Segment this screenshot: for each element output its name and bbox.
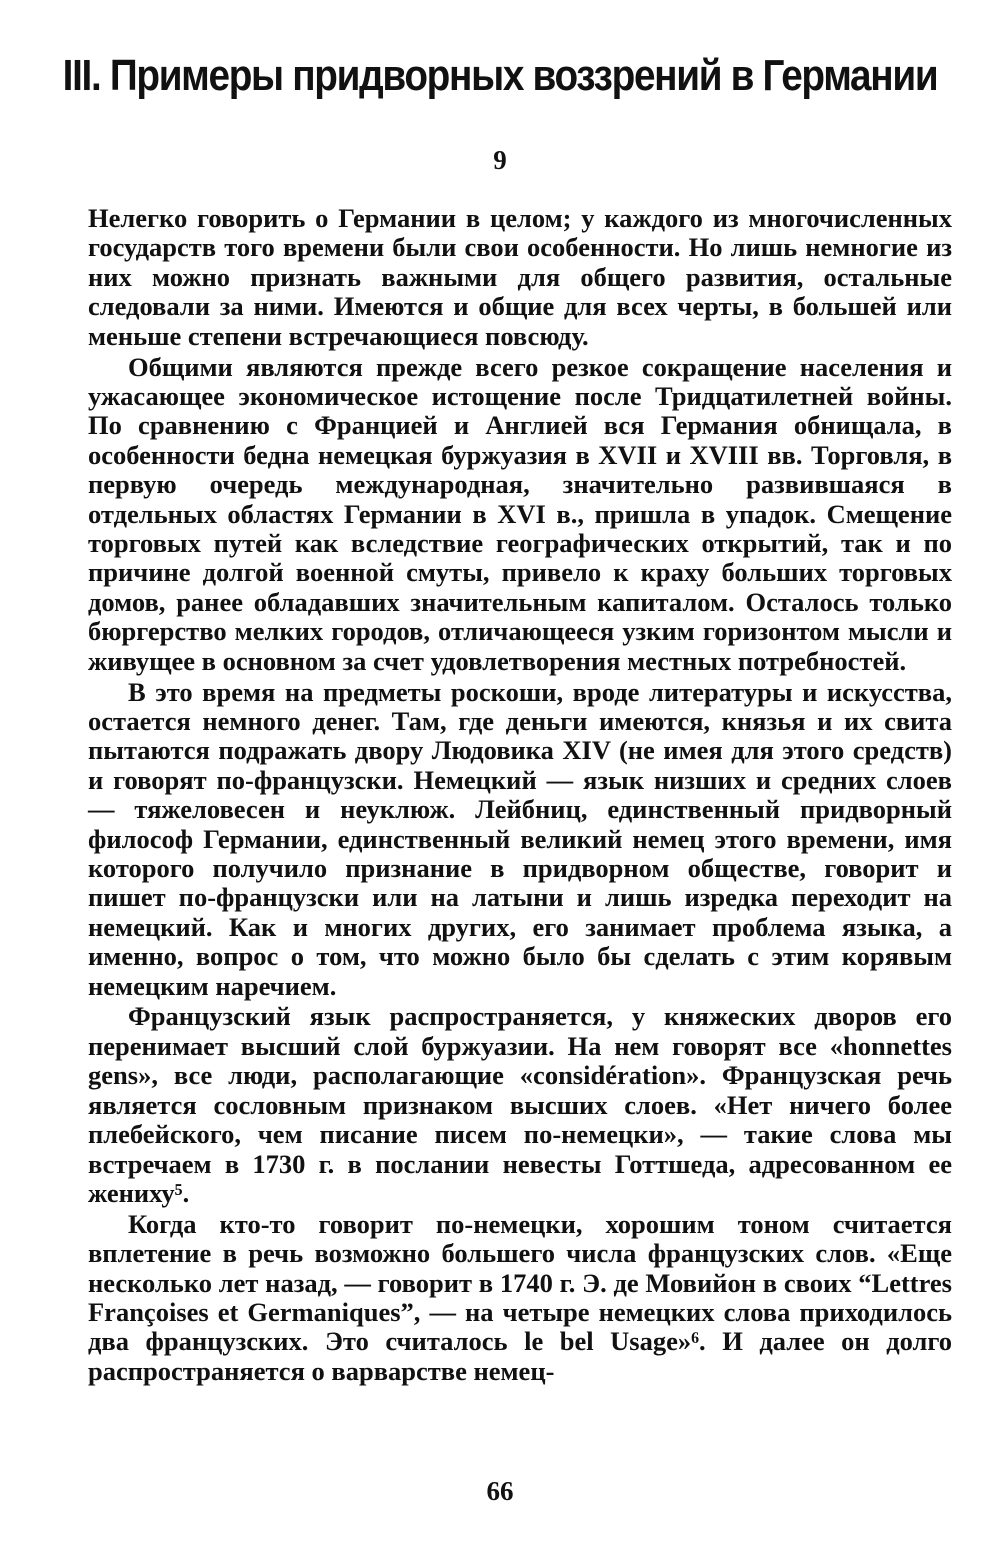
page-number: 66 — [486, 1476, 514, 1506]
chapter-title: III. Примеры придворных воззрений в Германии — [62, 51, 938, 100]
paragraph: В это время на предметы роскоши, вроде литературы и искусства, остается немного денег. Там, где деньги имеются, князья и их свита пытаются подражать двору Людовика XIV (не имея для этого средств) и говорят по-французски. Немецкий — язык низших и средних слоев — тяжеловесен и неуклюж. Лейбниц, единственный придворный философ Германии, единственный великий немец этого времени, имя которого получило признание в придворном обществе, говорит и пишет по-французски или на латыни и лишь изредка переходит на немецкий. Как и многих других, его занимает проблема языка, а именно, вопрос о том, что можно было бы сделать с этим корявым немецким наречием. — [88, 676, 952, 1001]
section-number: 9 — [493, 145, 507, 175]
body-text — [88, 204, 952, 1386]
paragraph: Общими являются прежде всего резкое сокращение населения и ужасающее экономическое истощение после Тридцатилетней войны. По сравнению с Францией и Англией вся Германия обнищала, в особенности бедна немецкая буржуазия в XVII и XVIII вв. Торговля, в первую очередь международная, значительно развившаяся в отдельных областях Германии в XVI в., пришла в упадок. Смещение торговых путей как вследствие географических открытий, так и по причине долгой военной смуты, привело к краху больших торговых домов, ранее обладавших значительным капиталом. Осталось только бюргерство мелких городов, отличающееся узким горизонтом мысли и живущее в основном за счет удовлетворения местных потребностей. — [88, 351, 952, 676]
paragraph: Когда кто-то говорит по-немецки, хорошим тоном считается вплетение в речь возможно большего числа французских слов. «Еще несколько лет назад, — говорит в 1740 г. Э. де Мовийон в своих “Lettres Françoises et Germaniques”, — на четыре немецких слова приходилось два французских. Это считалось le bel Usage»⁶. И далее он долго распространяется о варварстве немец- — [88, 1208, 952, 1386]
paragraph: Нелегко говорить о Германии в целом; у каждого из многочисленных государств того времени были свои особенности. Но лишь немногие из них можно признать важными для общего развития, остальные следовали за ними. Имеются и общие для всех черты, в большей или меньше степени встречающиеся повсюду. — [88, 203, 952, 351]
paragraph: Французский язык распространяется, у княжеских дворов его перенимает высший слой буржуазии. На нем говорят все «honnettes gens», все люди, располагающие «considération». Французская речь является сословным признаком высших слоев. «Нет ничего более плебейского, чем писание писем по-немецки», — такие слова мы встречаем в 1730 г. в послании невесты Готтшеда, адресованном ее жениху⁵. — [88, 1001, 952, 1208]
